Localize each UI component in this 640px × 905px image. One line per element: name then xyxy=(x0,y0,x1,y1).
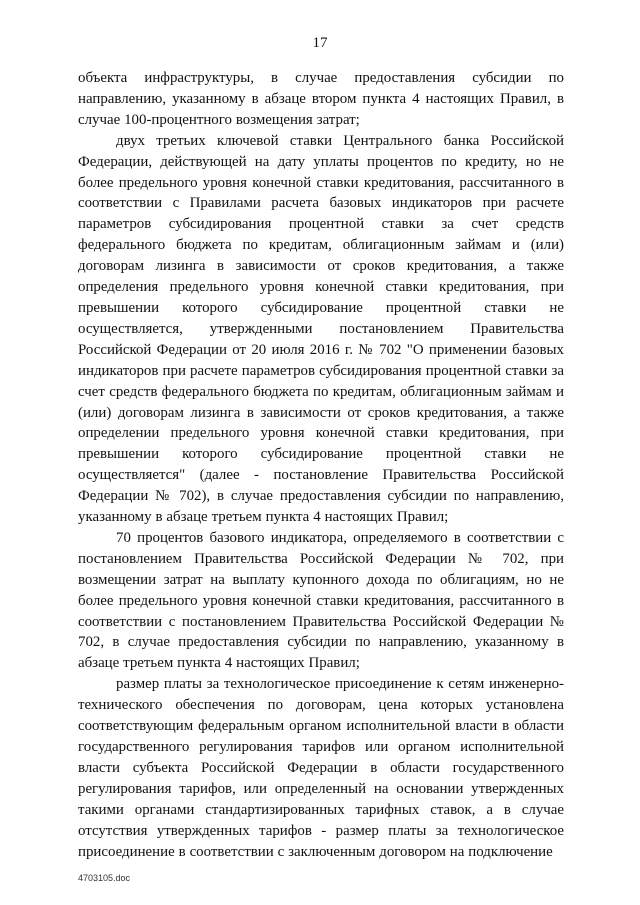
footer-document-code: 4703105.doc xyxy=(78,873,131,883)
page-number: 17 xyxy=(312,35,328,51)
paragraph-key-rate: двух третьих ключевой ставки Центрального банка Российской Федерации, действующей на дату уплаты процентов по кредиту, но не более предельного уровня конечной ставки кредитования, рассчитанного в соответствии с Правилами расчета базовых индикаторов при расчете параметров субсидирования процентной ставки за счет средств федерального бюджета по кредитам, облигационным займам и (или) договорам лизинга в зависимости от сроков кредитования, а также определения предельного уровня конечной ставки кредитования, при превышении которого субсидирование процентной ставки не осуществляется, утвержденными постановлением Правительства Российской Федерации от 20 июля 2016 г. № 702 "О применении базовых индикаторов при расчете параметров субсидирования процентной ставки за счет средств федерального бюджета по кредитам, облигационным займам и (или) договорам лизинга в зависимости от сроков кредитования, а также определении предельного уровня конечной ставки кредитования, при превышении которого субсидирование процентной ставки не осуществляется" (далее - постановление Правительства Российской Федерации № 702), в случае предоставления субсидии по направлению, указанному в абзаце третьем пункта 4 настоящих Правил; xyxy=(78,132,564,526)
paragraph-continuation: объекта инфраструктуры, в случае предоставления субсидии по направлению, указанному в абзаце втором пункта 4 настоящих Правил, в случае 100-процентного возмещения затрат; xyxy=(78,70,564,128)
paragraph-connection-fee: размер платы за технологическое присоединение к сетям инженерно-технического обеспечения по договорам, цена которых установлена соответствующим федеральным органом исполнительной власти в области государственного регулирования тарифов или органом исполнительной власти субъекта Российской Федерации в области государственного регулирования тарифов, или определенный на основании утвержденных такими органами стандартизированных тарифных ставок, а в случае отсутствия утвержденных тарифов - размер платы за технологическое присоединение в соответствии с заключенным договором на подключение xyxy=(78,676,564,860)
paragraph-base-indicator: 70 процентов базового индикатора, определяемого в соответствии с постановлением Правительства Российской Федерации № 702, при возмещении затрат на выплату купонного дохода по облигациям, но не более предельного уровня конечной ставки кредитования, рассчитанного в соответствии с постановлением Правительства Российской Федерации № 702, в случае предоставления субсидии по направлению, указанному в абзаце третьем пункта 4 настоящих Правил; xyxy=(78,529,564,672)
body-text xyxy=(78,68,564,862)
